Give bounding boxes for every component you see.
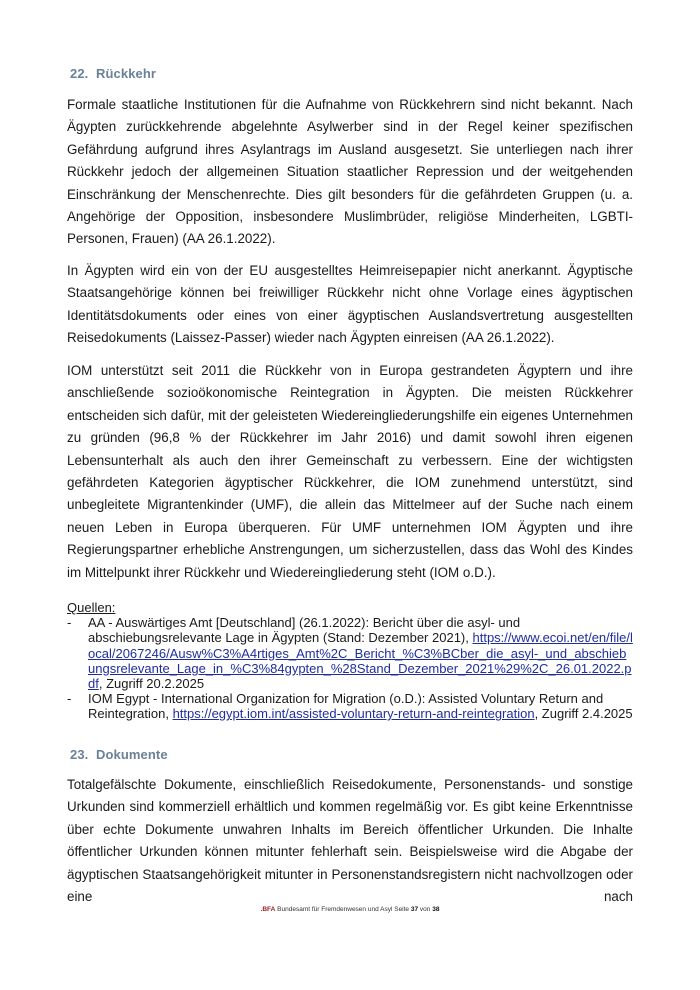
paragraph: In Ägypten wird ein von der EU ausgestelltes Heimreisepapier nicht anerkannt. Ägyptische Staatsangehörige können bei freiwilliger Rückkehr nicht ohne Vorlage eines ägyptischen Identitätsdokuments oder eines von einer ägyptischen Auslandsvertretung ausgestellten Reisedokuments (Laissez-Passer) wieder nach Ägypten einreisen (AA 26.1.2022). [67,263,633,346]
section-title: Rückkehr [96,66,157,81]
source-access-date: , Zugriff 2.4.2025 [534,706,633,722]
sources-label: Quellen: [67,600,116,615]
sources-list [67,615,633,721]
section-number: 22. [70,66,89,81]
section-heading-rueckkehr [70,66,156,81]
bfa-logo: .BFA [260,906,276,913]
source-link[interactable]: https://egypt.iom.int/assisted-voluntary-return-and-reintegration [172,706,535,722]
footer-page-label: Seite [394,906,410,913]
list-dash: - [67,691,72,707]
section-number: 23. [70,747,89,762]
source-text: AA - Auswärtiges Amt [Deutschland] (26.1.2022): Bericht über die asyl- und abschiebungsrelevante Lage in Ägypten (Stand: Dezember 2021), [88,615,521,646]
source-item [67,615,633,691]
footer-page-current: 37 [410,906,419,913]
paragraph: Formale staatliche Institutionen für die Aufnahme von Rückkehrern sind nicht bekannt. Nach Ägypten zurückkehrende abgelehnte Asylwerber sind in der Regel keiner spezifischen Gefährdung aufgrund ihres Asylantrags im Ausland ausgesetzt. Sie unterliegen nach ihrer Rückkehr jedoch der allgemeinen Situation staatlicher Repression und der weitgehenden Einschränkung der Menschenrechte. Dies gilt besonders für die gefährdeten Gruppen (u. a. Angehörige der Opposition, insbesondere Muslimbrüder, religiöse Minderheiten, LGBTI-Personen, Frauen) (AA 26.1.2022). [67,97,633,247]
source-text: IOM Egypt - International Organization for Migration (o.D.): Assisted Voluntary Return and Reintegration, [88,691,604,722]
paragraph: IOM unterstützt seit 2011 die Rückkehr von in Europa gestrandeten Ägyptern und ihre anschließende sozioökonomische Reintegration in Ägypten. Die meisten Rückkehrer entscheiden sich dafür, mit der geleisteten Wiedereingliederungshilfe ein eigenes Unternehmen zu gründen (96,8 % der Rückkehrer im Jahr 2016) und damit sowohl ihren eigenen Lebensunterhalt als auch den ihrer Gemeinschaft zu verbessern. Eine der wichtigsten gefährdeten Kategorien ägyptischer Rückkehrer, die IOM zunehmend unterstützt, sind unbegleitete Migrantenkinder (UMF), die allein das Mittelmeer auf der Suche nach einem neuen Leben in Europa überqueren. Für UMF unternehmen IOM Ägypten und ihre Regierungspartner erhebliche Anstrengungen, um sicherzustellen, dass das Wohl des Kindes im Mittelpunkt ihrer Rückkehr und Wiedereingliederung steht (IOM o.D.). [67,363,633,580]
sources-block [67,600,633,722]
source-link[interactable]: https://www.ecoi.net/en/file/local/2067246/Ausw%C3%A4rtiges_Amt%2C_Bericht_%C3%BCber_die_asyl-_und_abschiebungsrelevante_Lage_in_%C3%84gypten_%28Stand_Dezember_2021%29%2C_26.01.2022.pdf [88,630,633,692]
footer-page-of: von [419,906,431,913]
source-item [67,691,633,721]
footer-page-total: 38 [432,906,440,913]
section-title: Dokumente [96,747,168,762]
page-footer [0,906,700,913]
list-dash: - [67,615,72,631]
source-access-date: , Zugriff 20.2.2025 [98,676,205,692]
section-heading-dokumente [70,747,168,762]
footer-org-name: Bundesamt für Fremdenwesen und Asyl [277,906,393,913]
paragraph: Totalgefälschte Dokumente, einschließlich Reisedokumente, Personenstands- und sonstige Urkunden sind kommerziell erhältlich und kommen regelmäßig vor. Es gibt keine Erkenntnisse über echte Dokumente unwahren Inhalts im Bereich öffentlicher Urkunden. Die Inhalte öffentlicher Urkunden können mitunter fehlerhaft sein. Beispielsweise wird die Abgabe der ägyptischen Staatsangehörigkeit mitunter in Personenstandsregistern nicht nachvollzogen oder eine nach [67,777,633,905]
